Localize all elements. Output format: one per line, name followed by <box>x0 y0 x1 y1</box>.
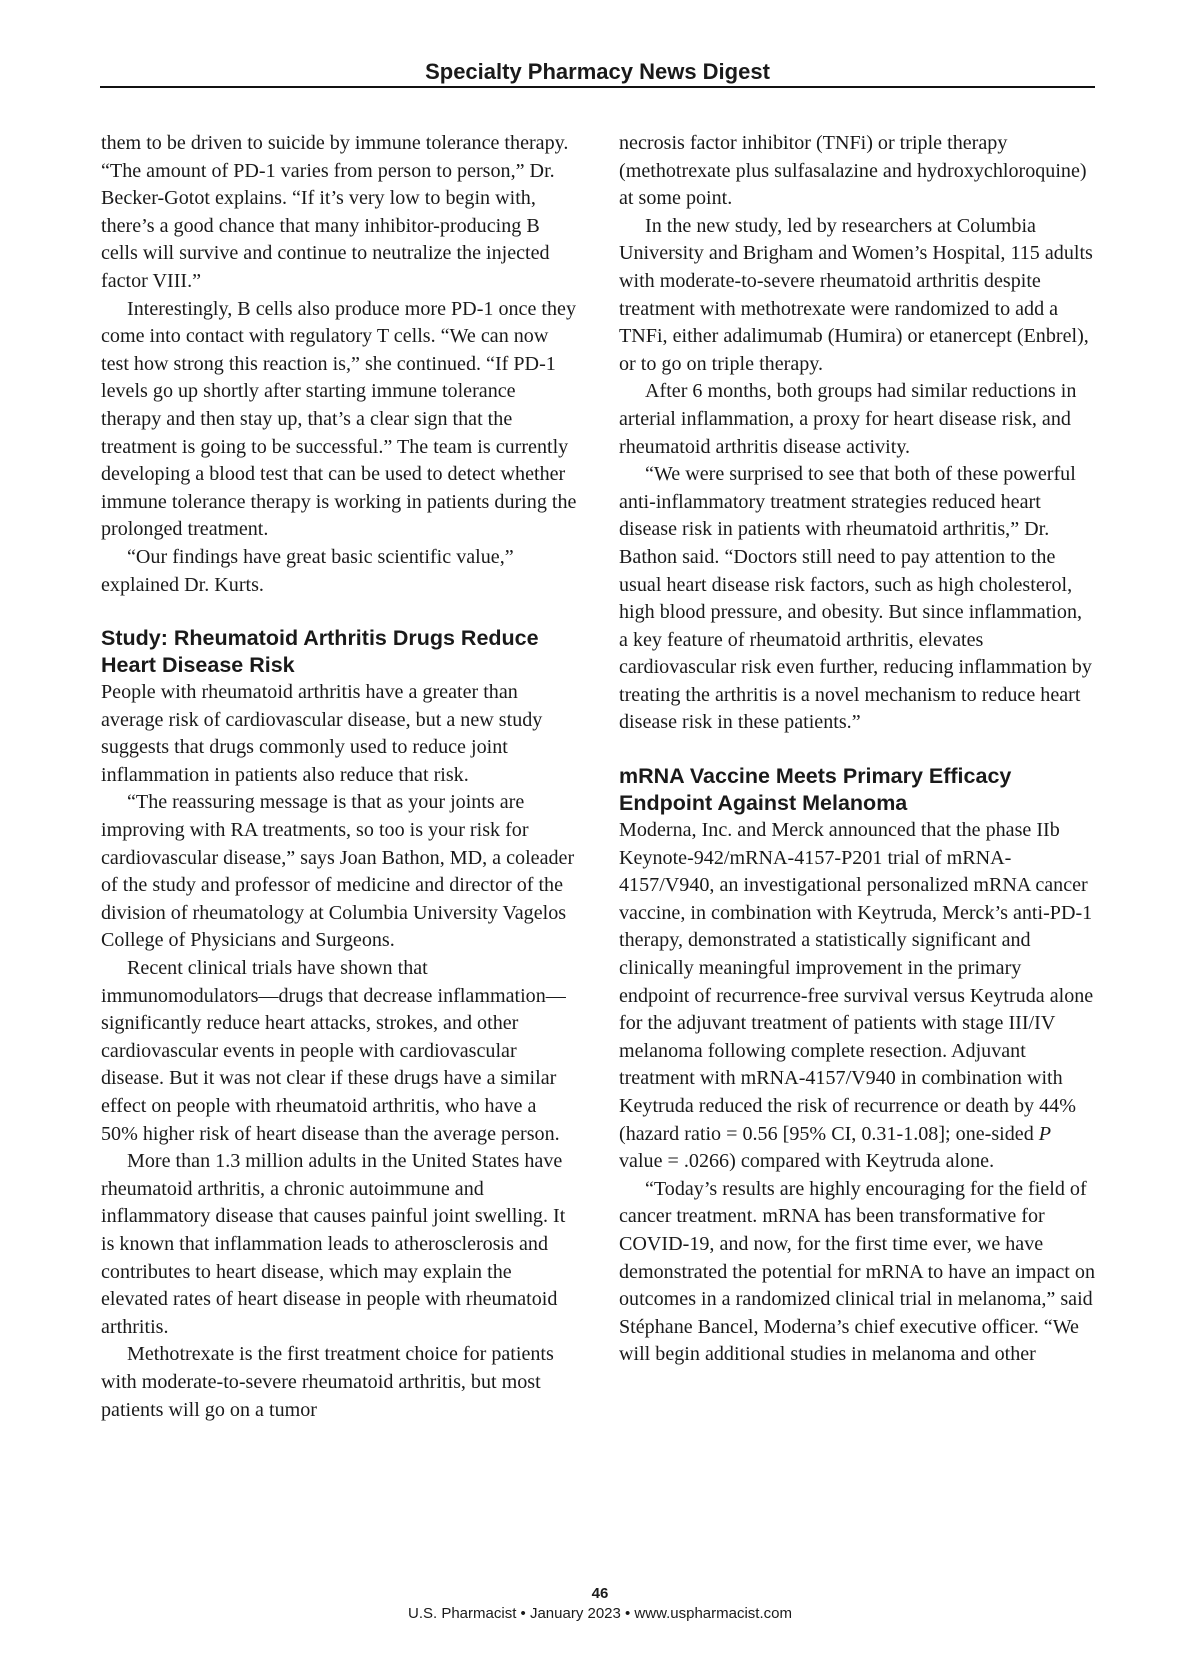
article-paragraph: “Our findings have great basic scientific value,” explained Dr. Kurts. <box>101 545 514 596</box>
paragraph-text: Moderna, Inc. and Merck announced that the phase IIb Keynote-942/mRNA-4157-P201 trial of mRNA-4157/V940, an investigational personalized mRNA cancer vaccine, in combination with Keytruda, Merck’s anti-PD-1 therapy, demonstrated a statistically significant and clinically meaningful improvement in the primary endpoint of recurrence-free survival versus Keytruda alone for the adjuvant treatment of patients with stage III/IV melanoma following complete resection. Adjuvant treatment with mRNA-4157/V940 in combination with Keytruda reduced the risk of recurrence or death by 44% (hazard ratio = 0.56 [95% CI, 0.31-1.08]; one-sided <box>619 819 1094 1145</box>
article-paragraph: Interestingly, B cells also produce more PD-1 once they come into contact with regulatory T cells. “We can now test how strong this reaction is,” she continued. “If PD-1 levels go up shortly after starting immune tolerance therapy and then stay up, that’s a clear sign that the treatment is going to be successful.” The team is currently developing a blood test that can be used to detect whether immune tolerance therapy is working in patients during the prolonged treatment. <box>101 297 577 541</box>
article-paragraph: them to be driven to suicide by immune tolerance therapy. “The amount of PD-1 varies from person to person,” Dr. Becker-Gotot explains. “If it’s very low to begin with, there’s a good chance that many inhibitor-producing B cells will survive and continue to neutralize the injected factor VIII.” <box>101 132 569 292</box>
article-paragraph: In the new study, led by researchers at Columbia University and Brigham and Women’s Hospital, 115 adults with moderate-to-severe rheumatoid arthritis despite treatment with methotrexate were randomized to add a TNFi, either adalimumab (Humira) or etanercept (Enbrel), or to go on triple therapy. <box>619 214 1093 375</box>
article-paragraph: “Today’s results are highly encouraging for the field of cancer treatment. mRNA has been transformative for COVID-19, and now, for the first time ever, we have demonstrated the potential for mRNA to have an impact on outcomes in a randomized clinical trial in melanoma,” said Stéphane Bancel, Moderna’s chief executive officer. “We will begin additional studies in melanoma and other <box>619 1177 1095 1366</box>
article-paragraph: After 6 months, both groups had similar reductions in arterial inflammation, a proxy for heart disease risk, and rheumatoid arthritis disease activity. <box>619 380 1077 458</box>
article-paragraph: necrosis factor inhibitor (TNFi) or triple therapy (methotrexate plus sulfasalazine and hydroxychloroquine) at some point. <box>619 132 1087 210</box>
article-paragraph: People with rheumatoid arthritis have a greater than average risk of cardiovascular disease, but a new study suggests that drugs commonly used to reduce joint inflammation in patients also reduce that risk. <box>101 681 543 786</box>
left-column <box>101 130 577 1424</box>
right-column <box>619 130 1095 1369</box>
article-paragraph: “We were surprised to see that both of these powerful anti-inflammatory treatment strategies reduced heart disease risk in patients with rheumatoid arthritis,” Dr. Bathon said. “Doctors still need to pay attention to the usual heart disease risk factors, such as high cholesterol, high blood pressure, and obesity. But since inflammation, a key feature of rheumatoid arthritis, elevates cardiovascular risk even further, reducing inflammation by treating the arthritis is a novel mechanism to reduce heart disease risk in these patients.” <box>619 463 1092 734</box>
paragraph-text: value = .0266) compared with Keytruda alone. <box>619 1150 995 1173</box>
publication-section-title: Specialty Pharmacy News Digest <box>425 59 770 84</box>
page-number: 46 <box>591 1585 609 1602</box>
p-value-italic: P <box>1038 1122 1052 1145</box>
article-paragraph: Recent clinical trials have shown that immunomodulators—drugs that decrease inflammation—significantly reduce heart attacks, strokes, and other cardiovascular events in people with cardiovascular disease. But it was not clear if these drugs have a similar effect on people with rheumatoid arthritis, who have a 50% higher risk of heart disease than the average person. <box>101 957 566 1145</box>
article-paragraph: More than 1.3 million adults in the United States have rheumatoid arthritis, a chronic autoimmune and inflammatory disease that causes painful joint swelling. It is known that inflammation leads to atherosclerosis and contributes to heart disease, which may explain the elevated rates of heart disease in people with rheumatoid arthritis. <box>101 1150 566 1338</box>
article-heading-rheumatoid: Study: Rheumatoid Arthritis Drugs Reduce Heart Disease Risk <box>101 626 539 678</box>
footer-publication-line: U.S. Pharmacist • January 2023 • www.uspharmacist.com <box>408 1605 792 1622</box>
article-paragraph: Methotrexate is the first treatment choice for patients with moderate-to-severe rheumatoid arthritis, but most patients will go on a tumor <box>101 1343 554 1421</box>
article-heading-mrna: mRNA Vaccine Meets Primary Efficacy Endpoint Against Melanoma <box>619 764 1012 816</box>
article-paragraph: “The reassuring message is that as your joints are improving with RA treatments, so too is your risk for cardiovascular disease,” says Joan Bathon, MD, a coleader of the study and professor of medicine and director of the division of rheumatology at Columbia University Vagelos College of Physicians and Surgeons. <box>101 791 575 952</box>
article-paragraph <box>619 817 1095 1176</box>
running-header <box>100 58 1095 88</box>
